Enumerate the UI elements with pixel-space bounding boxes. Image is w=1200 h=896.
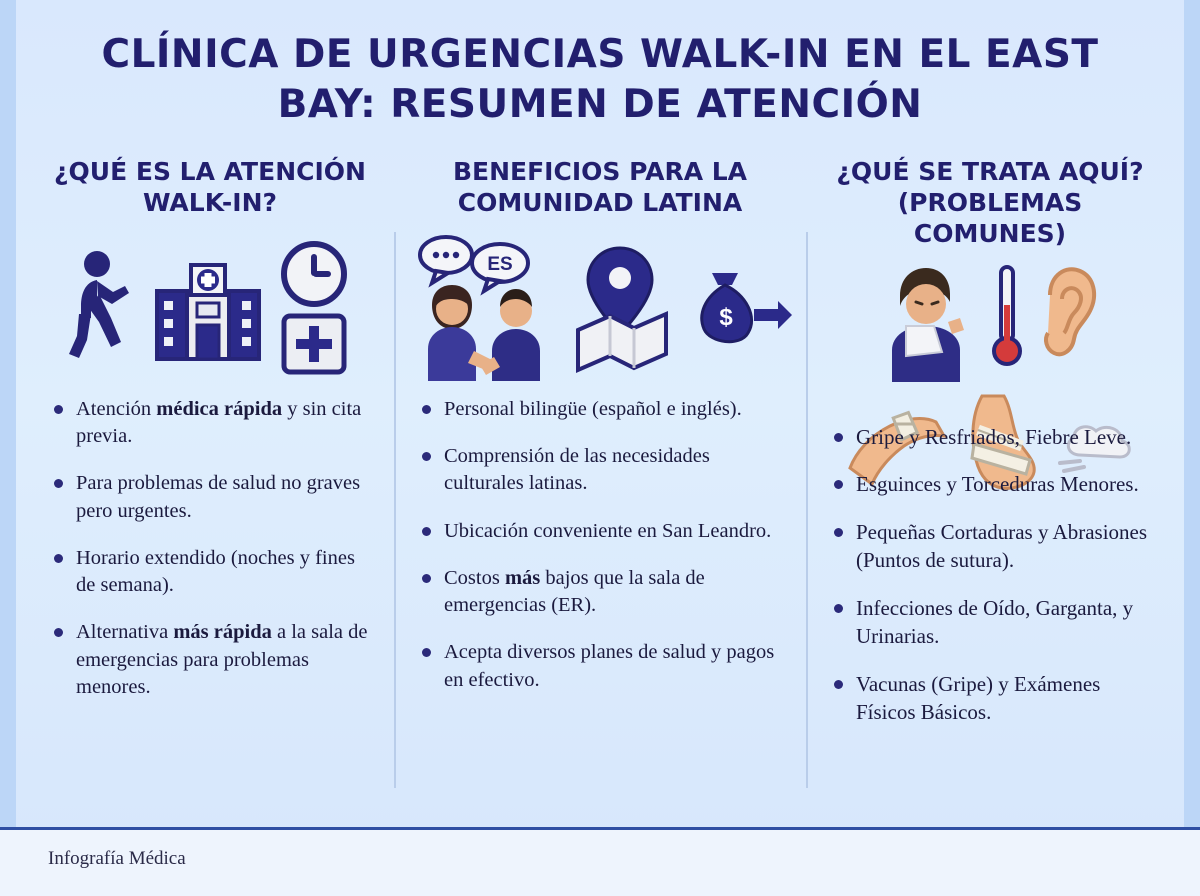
- walking-person-icon: [67, 248, 141, 368]
- list-item: [418, 443, 790, 498]
- column-benefits-latino-community: [394, 156, 806, 804]
- list-item: [830, 519, 1158, 575]
- speech-bubble-label: ES: [487, 253, 513, 275]
- clock-icon: [284, 244, 344, 304]
- bullet-text-pre: Infecciones de Oído, Garganta, y Urinarias.: [856, 596, 1134, 649]
- bullet-text-pre: Personal bilingüe (español e inglés).: [444, 397, 742, 420]
- list-item: [830, 471, 1158, 499]
- column-2-heading: BENEFICIOS PARA LA COMUNIDAD LATINA: [452, 156, 748, 218]
- bullet-text-pre: Esguinces y Torceduras Menores.: [856, 472, 1139, 497]
- bullet-text-bold: más: [504, 566, 541, 589]
- money-bag-arrow-icon: [682, 253, 792, 363]
- list-item: [418, 565, 790, 620]
- list-item: [418, 396, 790, 423]
- list-item: [50, 545, 378, 600]
- list-item: [50, 396, 378, 451]
- speech-bubble-es-icon: [472, 244, 528, 291]
- list-item: [830, 671, 1158, 727]
- list-item: [50, 470, 378, 525]
- list-item: [830, 424, 1158, 452]
- bullet-text-pre: Gripe y Resfriados, Fiebre Leve.: [856, 424, 1132, 449]
- map-pin-icon: [564, 238, 676, 378]
- list-item: [418, 639, 790, 694]
- list-item: [418, 518, 790, 545]
- bullet-text-pre: Horario extendido (noches y fines de semana).: [76, 546, 355, 597]
- list-item: [830, 595, 1158, 651]
- footer-label: Infografía Médica: [48, 848, 186, 869]
- bullet-text-pre: Para problemas de salud no graves pero urgentes.: [76, 472, 361, 522]
- right-edge-strip: [1184, 0, 1200, 830]
- list-item: [50, 619, 378, 701]
- columns-container: [0, 156, 1200, 804]
- bullet-text-bold: más rápida: [173, 621, 272, 644]
- column-common-problems: [806, 156, 1174, 804]
- column-what-is-walkin: [26, 156, 394, 804]
- bullet-text-pre: Ubicación conveniente en San Leandro.: [444, 519, 772, 542]
- page-title: CLÍNICA DE URGENCIAS WALK-IN EN EL EAST BAY: RESUMEN DE ATENCIÓN: [101, 32, 1099, 127]
- footer-bar: [0, 827, 1200, 896]
- bullet-text-pre: Comprensión de las necesidades culturales latinas.: [444, 445, 710, 495]
- column-3-icons: [820, 256, 1160, 416]
- bullet-text-pre: Vacunas (Gripe) y Exámenes Físicos Básicos.: [856, 672, 1101, 725]
- medical-cross-icon: [284, 316, 344, 372]
- bullet-text-post: bajos que la sala de emergencias (ER).: [444, 566, 705, 617]
- column-3-heading: ¿QUÉ SE TRATA AQUÍ? (PROBLEMAS COMUNES): [836, 156, 1144, 249]
- thermometer-icon: [990, 259, 1024, 379]
- column-1-heading: ¿QUÉ ES LA ATENCIÓN WALK-IN?: [54, 156, 366, 218]
- column-2-icons: [408, 228, 792, 388]
- bullet-text-pre: Alternativa: [76, 621, 174, 644]
- ear-icon: [1030, 259, 1104, 379]
- bullet-text-pre: Acepta diversos planes de salud y pagos en efectivo.: [444, 641, 775, 691]
- sneezing-person-icon: [876, 256, 984, 382]
- column-2-bullet-list: [408, 396, 792, 694]
- bullet-text-post: a la sala de emergencias para problemas menores.: [76, 621, 368, 698]
- money-symbol: $: [719, 303, 733, 331]
- column-1-icons: [40, 228, 380, 388]
- speech-bubble-dots-icon: [420, 237, 472, 283]
- bullet-text-post: y sin cita previa.: [76, 397, 362, 448]
- clinic-building-icon: [147, 247, 269, 369]
- bullet-text-pre: Pequeñas Cortaduras y Abrasiones (Puntos de sutura).: [856, 520, 1148, 573]
- column-1-bullet-list: [40, 396, 380, 701]
- left-edge-strip: [0, 0, 16, 830]
- bullet-text-bold: médica rápida: [156, 397, 283, 420]
- two-people-icon: [408, 233, 558, 383]
- bullet-text-pre: Costos: [444, 566, 505, 589]
- clock-and-cross-group: [275, 238, 353, 378]
- bullet-text-pre: Atención: [76, 397, 157, 420]
